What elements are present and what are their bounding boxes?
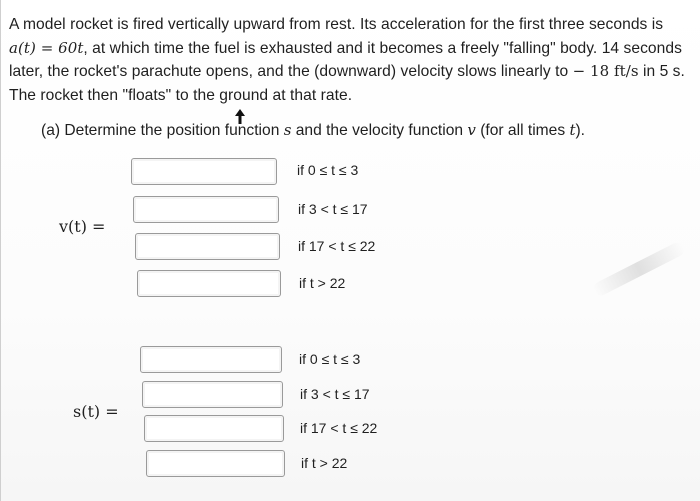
position-condition-4: if t > 22 xyxy=(301,455,348,471)
position-answer-1[interactable] xyxy=(140,346,282,373)
position-answer-3[interactable] xyxy=(144,415,284,442)
t-symbol: t xyxy=(569,121,576,139)
part-a-suffix-a: (for all times xyxy=(475,122,570,139)
velocity-condition-1: if 0 ≤ t ≤ 3 xyxy=(297,162,359,178)
final-velocity-value: − 18 ft/s xyxy=(572,62,639,80)
problem-statement xyxy=(9,13,689,107)
part-a-prompt xyxy=(41,121,585,140)
velocity-condition-2: if 3 < t ≤ 17 xyxy=(298,201,368,217)
velocity-function-label: v(t) = xyxy=(59,217,106,236)
part-a-prefix: (a) Determine the position function xyxy=(41,122,284,139)
problem-line-1: A model rocket is fired vertically upward from rest. Its acceleration for the first three seconds is xyxy=(9,16,664,33)
acceleration-formula: a(t) = 60t xyxy=(9,38,84,57)
part-a-suffix-b: ). xyxy=(575,122,586,139)
part-a-middle: and the velocity function xyxy=(291,122,468,139)
position-condition-2: if 3 < t ≤ 17 xyxy=(300,386,370,402)
problem-line-4: The rocket then "floats" to the ground at that rate. xyxy=(9,86,353,104)
problem-line-3-text-b: in 5 s. xyxy=(638,63,685,80)
velocity-answer-4[interactable] xyxy=(137,270,281,297)
s-symbol: s xyxy=(283,121,292,139)
problem-line-2-text: , at which time the fuel is exhausted and it becomes a freely "falling" body. 14 seconds xyxy=(83,39,682,57)
v-symbol: v xyxy=(467,121,476,139)
problem-line-3 xyxy=(9,60,689,84)
velocity-condition-3: if 17 < t ≤ 22 xyxy=(298,238,376,254)
velocity-answer-3[interactable] xyxy=(135,233,280,260)
position-condition-3: if 17 < t ≤ 22 xyxy=(300,420,378,436)
problem-line-3-text-a: later, the rocket's parachute opens, and the (downward) velocity slows linearly to xyxy=(9,63,573,80)
position-answer-2[interactable] xyxy=(142,381,283,408)
velocity-answer-1[interactable] xyxy=(131,158,277,185)
screen-glare xyxy=(591,240,686,298)
position-condition-1: if 0 ≤ t ≤ 3 xyxy=(299,351,361,367)
problem-line-2 xyxy=(9,37,689,61)
position-answer-4[interactable] xyxy=(146,450,285,477)
position-function-label: s(t) = xyxy=(73,402,119,421)
velocity-answer-2[interactable] xyxy=(133,196,279,223)
velocity-condition-4: if t > 22 xyxy=(299,275,346,291)
